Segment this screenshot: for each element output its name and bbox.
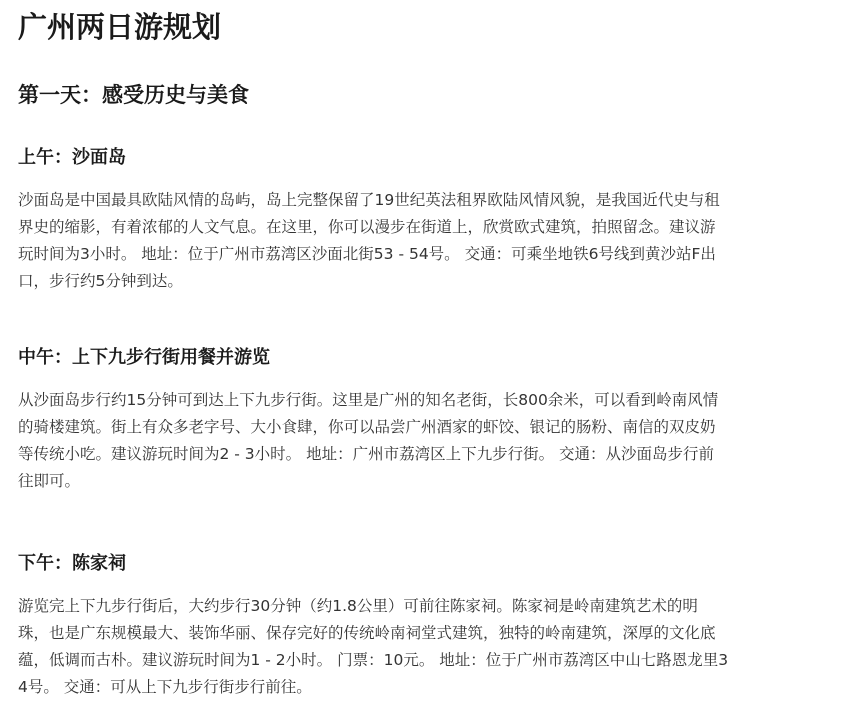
day-1-heading: 第一天：感受历史与美食 (18, 83, 249, 107)
paragraph-line: 珠，也是广东规模最大、装饰华丽、保存完好的传统岭南祠堂式建筑，独特的岭南建筑，深厚的文化底 (18, 624, 716, 642)
section-heading-noon: 中午：上下九步行街用餐并游览 (18, 347, 270, 368)
paragraph-line: 等传统小吃。建议游玩时间为2 - 3小时。 地址：广州市荔湾区上下九步行街。 交通：从沙面岛步行前 (18, 445, 715, 463)
section-heading-morning: 上午：沙面岛 (18, 147, 126, 168)
paragraph-line: 的骑楼建筑。街上有众多老字号、大小食肆，你可以品尝广州酒家的虾饺、银记的肠粉、南信的双皮奶 (18, 418, 716, 436)
paragraph-line: 4号。 交通：可从上下九步行街步行前往。 (18, 678, 312, 696)
paragraph-line: 玩时间为3小时。 地址：位于广州市荔湾区沙面北街53 - 54号。 交通：可乘坐地铁6号线到黄沙站F出 (18, 245, 716, 263)
paragraph-line: 界史的缩影，有着浓郁的人文气息。在这里，你可以漫步在街道上，欣赏欧式建筑，拍照留念。建议游 (18, 218, 716, 236)
paragraph-line: 蕴，低调而古朴。建议游玩时间为1 - 2小时。 门票：10元。 地址：位于广州市荔湾区中山七路恩龙里3 (18, 651, 729, 669)
paragraph-line: 口，步行约5分钟到达。 (18, 272, 183, 290)
page-title: 广州两日游规划 (18, 10, 222, 44)
section-heading-afternoon: 下午：陈家祠 (18, 553, 126, 574)
paragraph-line: 从沙面岛步行约15分钟可到达上下九步行街。这里是广州的知名老街，长800余米，可以看到岭南风情 (18, 391, 719, 409)
section-paragraph-noon (18, 387, 838, 495)
paragraph-line: 沙面岛是中国最具欧陆风情的岛屿，岛上完整保留了19世纪英法租界欧陆风情风貌，是我国近代史与租 (18, 191, 720, 209)
paragraph-line: 往即可。 (18, 472, 81, 490)
section-paragraph-afternoon (18, 593, 838, 701)
paragraph-line: 游览完上下九步行街后，大约步行30分钟（约1.8公里）可前往陈家祠。陈家祠是岭南建筑艺术的明 (18, 597, 698, 615)
section-paragraph-morning (18, 187, 838, 295)
